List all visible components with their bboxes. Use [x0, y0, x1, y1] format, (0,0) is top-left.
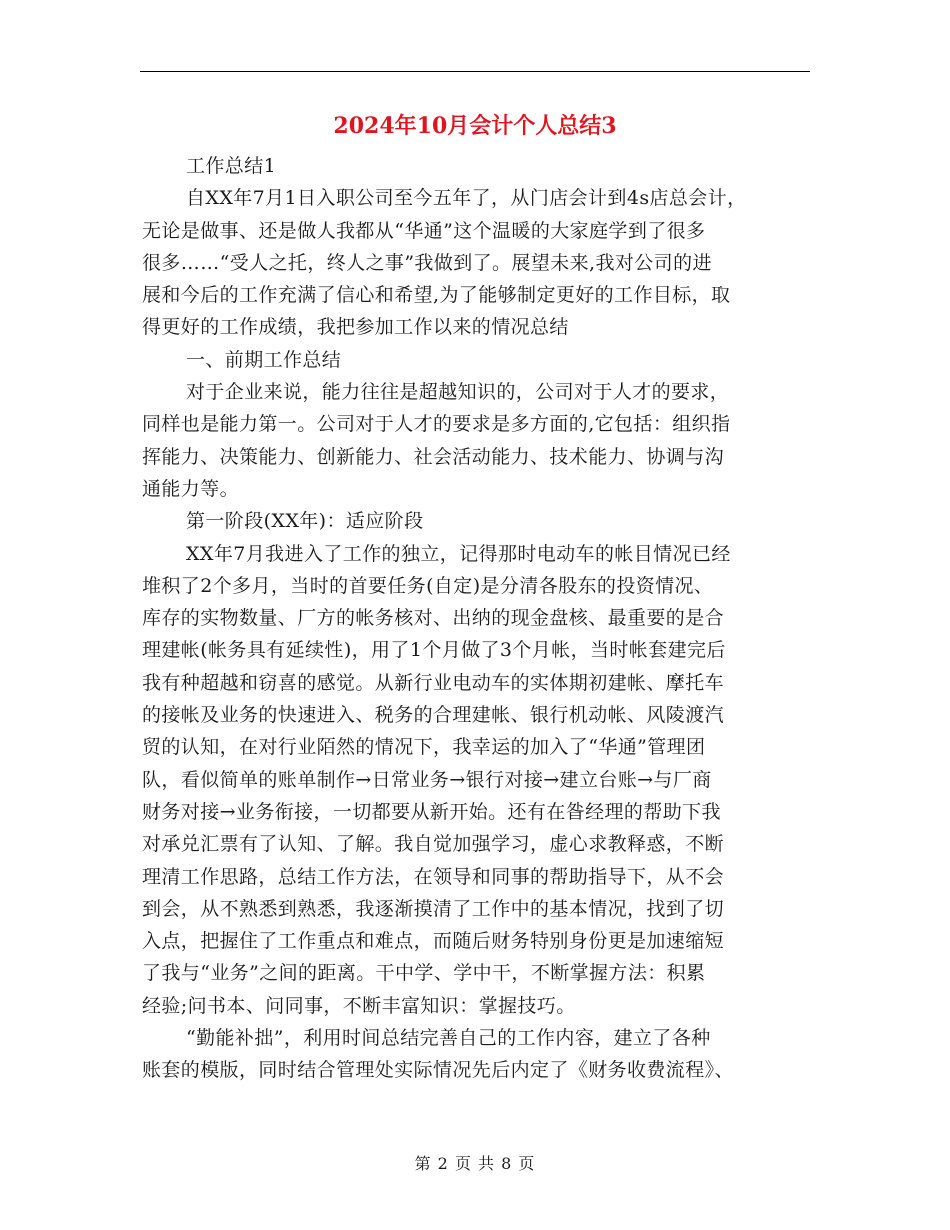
text-line: 第一阶段(XX年)：适应阶段 — [186, 510, 424, 533]
text-line: 队，看似简单的账单制作→日常业务→银行对接→建立台账→与厂商 — [142, 768, 712, 791]
text-line: 入点，把握住了工作重点和难点，而随后财务特别身份更是加速缩短 — [142, 930, 725, 953]
text-line: 财务对接→业务衔接，一切都要从新开始。还有在昝经理的帮助下我 — [142, 800, 721, 823]
text-line: 工作总结1 — [186, 155, 277, 177]
text-line: 对于企业来说，能力往往是超越知识的，公司对于人才的要求， — [186, 381, 730, 404]
header-rule — [140, 71, 810, 72]
document-body — [142, 150, 812, 1087]
text-line: 理建帐(帐务具有延续性)，用了1个月做了3个月帐，当时帐套建完后 — [142, 639, 726, 662]
text-line: 一、前期工作总结 — [186, 348, 342, 371]
text-line: 得更好的工作成绩，我把参加工作以来的情况总结 — [142, 316, 569, 339]
text-line: 理清工作思路，总结工作方法，在领导和同事的帮助指导下，从不会 — [142, 865, 725, 888]
text-line: 账套的模版，同时结合管理处实际情况先后内定了《财务收费流程》、 — [142, 1059, 734, 1082]
text-line: 经验;问书本、问同事，不断丰富知识：掌握技巧。 — [142, 994, 576, 1017]
text-line: 了我与“业务”之间的距离。干中学、学中干，不断掌握方法：积累 — [142, 962, 706, 985]
text-line: 库存的实物数量、厂方的帐务核对、出纳的现金盘核、最重要的是合 — [142, 607, 725, 630]
text-line: 我有种超越和窃喜的感觉。从新行业电动车的实体期初建帐、摩托车 — [142, 671, 725, 694]
text-line: 对承兑汇票有了认知、了解。我自觉加强学习，虚心求教释惑，不断 — [142, 833, 725, 856]
text-line: 通能力等。 — [142, 477, 240, 500]
text-line: 的接帐及业务的快速进入、税务的合理建帐、银行机动帐、风陵渡汽 — [142, 704, 725, 727]
text-line: 挥能力、决策能力、创新能力、社会活动能力、技术能力、协调与沟 — [142, 445, 725, 468]
text-line: 同样也是能力第一。公司对于人才的要求是多方面的,它包括：组织指 — [142, 413, 731, 436]
text-line: XX年7月我进入了工作的独立，记得那时电动车的帐目情况已经 — [186, 542, 731, 565]
text-line: 自XX年7月1日入职公司至今五年了，从门店会计到4s店总会计， — [186, 187, 747, 210]
text-line: 展和今后的工作充满了信心和希望,为了能够制定更好的工作目标，取 — [142, 284, 731, 307]
text-line: 无论是做事、还是做人我都从“华通”这个温暖的大家庭学到了很多 — [142, 219, 706, 242]
text-line: 堆积了2个多月，当时的首要任务(自定)是分清各股东的投资情况、 — [142, 574, 714, 597]
text-line: “勤能补拙”，利用时间总结完善自己的工作内容，建立了各种 — [186, 1027, 711, 1050]
text-line: 很多……“受人之托，终人之事”我做到了。展望未来,我对公司的进 — [142, 251, 712, 274]
document-title: 2024年10月会计个人总结3 — [333, 113, 617, 139]
page-footer: 第 2 页 共 8 页 — [414, 1154, 536, 1173]
text-line: 到会，从不熟悉到熟悉，我逐渐摸清了工作中的基本情况，找到了切 — [142, 897, 725, 920]
text-line: 贸的认知，在对行业陌然的情况下，我幸运的加入了“华通”管理团 — [142, 736, 706, 759]
